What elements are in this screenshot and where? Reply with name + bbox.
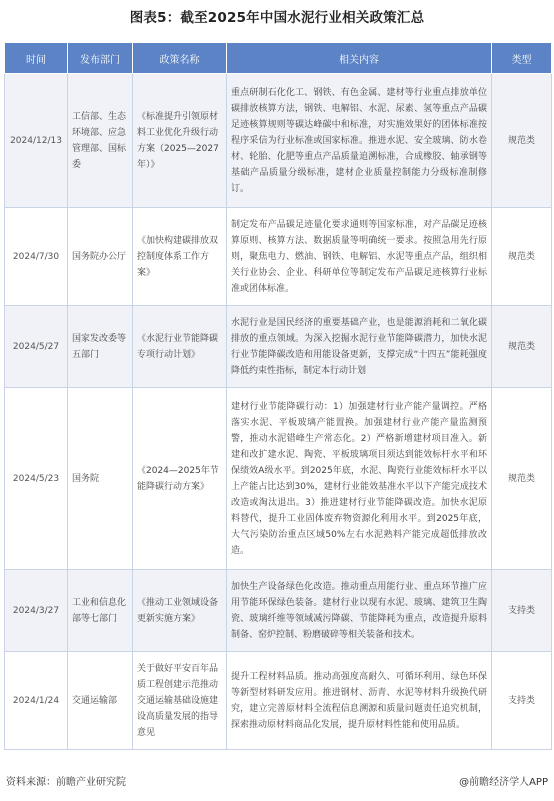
table-header-row bbox=[5, 43, 552, 74]
cell-type: 规范类 bbox=[492, 208, 552, 306]
cell-content: 水泥行业是国民经济的重要基础产业，也是能源消耗和二氧化碳排放的重点领域。为深入挖掘水泥行业节能降碳潜力，加快水泥行业节能降碳改造和用能设备更新，支撑完成“十四五”能耗强度降低约束性指标，制定本行动计划 bbox=[227, 306, 492, 388]
cell-policy: 《加快构建碳排放双控制度体系工作方案》 bbox=[133, 208, 227, 306]
cell-dept: 交通运输部 bbox=[68, 652, 133, 750]
cell-date: 2024/5/23 bbox=[5, 388, 68, 570]
cell-policy: 关于做好平安百年品质工程创建示范推动交通运输基础设施建设高质量发展的指导意见 bbox=[133, 652, 227, 750]
table-row bbox=[5, 388, 552, 570]
brand-credit: @前瞻经济学人APP bbox=[459, 777, 548, 788]
cell-policy: 《标准提升引领原材料工业优化升级行动方案（2025—2027年）》 bbox=[133, 74, 227, 208]
cell-content: 加快生产设备绿色化改造。推动重点用能行业、重点环节推广应用节能环保绿色装备。建材行业以现有水泥、玻璃、建筑卫生陶瓷、玻璃纤维等领域减污降碳、节能降耗为重点，改造提升原料制备、窑炉控制、粉磨破碎等相关装备和技术。 bbox=[227, 570, 492, 652]
header-dept: 发布部门 bbox=[68, 43, 133, 74]
cell-dept: 工信部、生态环境部、应急管理部、国标委 bbox=[68, 74, 133, 208]
cell-date: 2024/1/24 bbox=[5, 652, 68, 750]
cell-type: 规范类 bbox=[492, 306, 552, 388]
cell-content: 制定发布产品碳足迹量化要求通则等国家标准，对产品碳足迹核算原则、核算方法、数据质量等明确统一要求。按照急用先行原则，聚焦电力、燃油、钢铁、电解铝、水泥等重点产品，组织相关行业协会、企业、科研单位等制定发布产品碳足迹核算行业标准或团体标准。 bbox=[227, 208, 492, 306]
cell-date: 2024/7/30 bbox=[5, 208, 68, 306]
cell-type: 规范类 bbox=[492, 74, 552, 208]
cell-policy: 《推动工业领域设备更新实施方案》 bbox=[133, 570, 227, 652]
cell-policy: 《2024—2025年节能降碳行动方案》 bbox=[133, 388, 227, 570]
cell-date: 2024/12/13 bbox=[5, 74, 68, 208]
policy-table bbox=[4, 42, 552, 750]
cell-content: 重点研制石化化工、钢铁、有色金属、建材等行业重点排放单位碳排放核算方法，钢铁、电解铝、水泥、尿素、氢等重点产品碳足迹核算规则等碳达峰碳中和标准，对实施效果好的团体标准按程序采信为行业标准或国家标准。推进水泥、安全玻璃、防水卷材、轮胎、化肥等重点产品质量追溯标准，合成橡胶、轴承钢等基础产品质量分级标准，建材企业质量控制能力分级标准制修订。 bbox=[227, 74, 492, 208]
table-row bbox=[5, 652, 552, 750]
policy-table-container bbox=[4, 42, 551, 750]
header-date: 时间 bbox=[5, 43, 68, 74]
cell-type: 规范类 bbox=[492, 388, 552, 570]
cell-dept: 国务院 bbox=[68, 388, 133, 570]
cell-content: 提升工程材料品质。推动高强度高耐久、可循环利用、绿色环保等新型材料研发应用。推进钢材、沥青、水泥等材料升级换代研究，建立完善原材料全流程信息溯源和质量问题责任追究机制，探索推动原材料商品化发展，提升原材料性能和使用品质。 bbox=[227, 652, 492, 750]
source-note: 资料来源：前瞻产业研究院 bbox=[6, 777, 126, 788]
cell-content: 建材行业节能降碳行动：1）加强建材行业产能产量调控。严格落实水泥、平板玻璃产能置换。加强建材行业产能产量监测预警，推动水泥错峰生产常态化。2）严格新增建材项目准入。新建和改扩建水泥、陶瓷、平板玻璃项目须达到能效标杆水平和环保绩效A级水平。到2025年底，水泥、陶瓷行业能效标杆水平以上产能占比达到30%，建材行业能效基准水平以下产能完成技术改造或淘汰退出。3）推进建材行业节能降碳改造。加快水泥原料替代，提升工业固体废弃物资源化利用水平。到2025年底，大气污染防治重点区域50%左右水泥熟料产能完成超低排放改造。 bbox=[227, 388, 492, 570]
table-row bbox=[5, 208, 552, 306]
cell-type: 支持类 bbox=[492, 652, 552, 750]
table-row bbox=[5, 570, 552, 652]
cell-dept: 国家发改委等五部门 bbox=[68, 306, 133, 388]
header-content: 相关内容 bbox=[227, 43, 492, 74]
cell-dept: 国务院办公厅 bbox=[68, 208, 133, 306]
chart-title: 图表5：截至2025年中国水泥行业相关政策汇总 bbox=[129, 10, 425, 26]
header-type: 类型 bbox=[492, 43, 552, 74]
cell-date: 2024/3/27 bbox=[5, 570, 68, 652]
cell-type: 支持类 bbox=[492, 570, 552, 652]
cell-date: 2024/5/27 bbox=[5, 306, 68, 388]
cell-dept: 工业和信息化部等七部门 bbox=[68, 570, 133, 652]
header-policy: 政策名称 bbox=[133, 43, 227, 74]
table-row bbox=[5, 306, 552, 388]
table-row bbox=[5, 74, 552, 208]
cell-policy: 《水泥行业节能降碳专项行动计划》 bbox=[133, 306, 227, 388]
